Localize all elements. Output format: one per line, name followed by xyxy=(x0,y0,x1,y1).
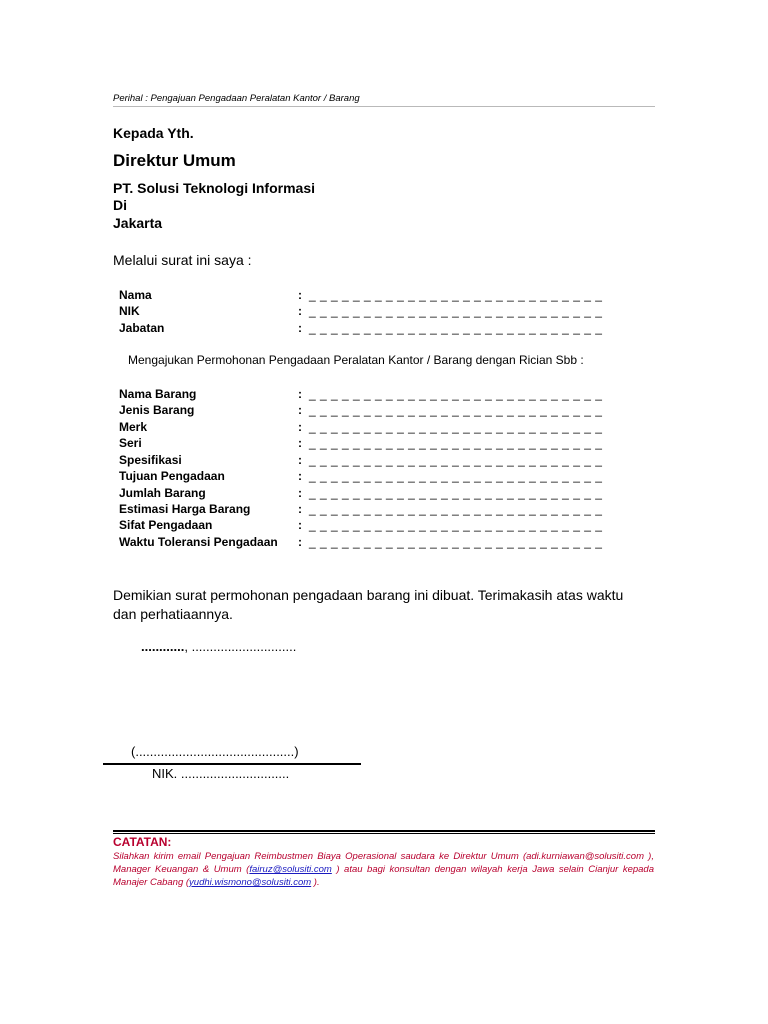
note-text-part: Silahkan kirim email Pengajuan Reimbustmen Biaya Operasional saudara ke Direktur Umum (adi.kurniawan@solusiti.com ), Manager Keuangan & Umum ( xyxy=(113,851,654,875)
note-text-part: ). xyxy=(311,877,320,888)
field-label: Waktu Toleransi Pengadaan xyxy=(119,535,278,549)
field-label: Merk xyxy=(119,420,148,434)
signature-name-blank: (............................................) xyxy=(131,744,299,759)
blank-line[interactable]: _ _ _ _ _ _ _ _ _ _ _ _ _ _ _ _ _ _ _ _ _ _ _ _ _ _ _ xyxy=(309,535,603,549)
note-title: CATATAN: xyxy=(113,835,172,849)
field-label: Tujuan Pengadaan xyxy=(119,469,225,483)
field-colon: : xyxy=(298,304,302,318)
field-label: Estimasi Harga Barang xyxy=(119,502,251,516)
field-colon: : xyxy=(298,403,302,417)
field-colon: : xyxy=(298,420,302,434)
field-colon: : xyxy=(298,387,302,401)
blank-line[interactable]: _ _ _ _ _ _ _ _ _ _ _ _ _ _ _ _ _ _ _ _ _ _ _ _ _ _ _ xyxy=(309,403,603,417)
field-colon: : xyxy=(298,486,302,500)
email-link-fairuz[interactable]: fairuz@solusiti.com xyxy=(249,864,332,875)
field-label: NIK xyxy=(119,304,140,318)
recipient-city: Jakarta xyxy=(113,215,163,231)
place-blank: ............ xyxy=(141,639,185,654)
field-colon: : xyxy=(298,453,302,467)
place-date-separator: , xyxy=(184,639,188,654)
note-text-part: ) atau bagi konsultan dengan wilayah kerja Jawa selain Cianjur kepada Manajer Cabang ( xyxy=(113,864,654,888)
field-colon: : xyxy=(298,469,302,483)
field-colon: : xyxy=(298,535,302,549)
recipient-company: PT. Solusi Teknologi Informasi xyxy=(113,180,315,196)
blank-line[interactable]: _ _ _ _ _ _ _ _ _ _ _ _ _ _ _ _ _ _ _ _ _ _ _ _ _ _ _ xyxy=(309,321,603,335)
blank-line[interactable]: _ _ _ _ _ _ _ _ _ _ _ _ _ _ _ _ _ _ _ _ _ _ _ _ _ _ _ xyxy=(309,486,603,500)
place-date-line xyxy=(141,639,296,654)
blank-line[interactable]: _ _ _ _ _ _ _ _ _ _ _ _ _ _ _ _ _ _ _ _ _ _ _ _ _ _ _ xyxy=(309,387,603,401)
field-colon: : xyxy=(298,288,302,302)
field-label: Sifat Pengadaan xyxy=(119,518,213,532)
field-label: Nama Barang xyxy=(119,387,197,401)
field-colon: : xyxy=(298,436,302,450)
field-label: Nama xyxy=(119,288,152,302)
field-label: Jabatan xyxy=(119,321,165,335)
salutation: Kepada Yth. xyxy=(113,125,194,141)
blank-line[interactable]: _ _ _ _ _ _ _ _ _ _ _ _ _ _ _ _ _ _ _ _ _ _ _ _ _ _ _ xyxy=(309,420,603,434)
signature-line xyxy=(103,763,361,765)
note-text xyxy=(113,850,654,889)
field-label: Spesifikasi xyxy=(119,453,182,467)
blank-line[interactable]: _ _ _ _ _ _ _ _ _ _ _ _ _ _ _ _ _ _ _ _ _ _ _ _ _ _ _ xyxy=(309,502,603,516)
recipient-di: Di xyxy=(113,197,127,213)
blank-line[interactable]: _ _ _ _ _ _ _ _ _ _ _ _ _ _ _ _ _ _ _ _ _ _ _ _ _ _ _ xyxy=(309,304,603,318)
closing-paragraph: Demikian surat permohonan pengadaan barang ini dibuat. Terimakasih atas waktu dan perhatiaannya. xyxy=(113,587,624,622)
date-blank: ............................. xyxy=(187,639,297,654)
field-label: Jumlah Barang xyxy=(119,486,206,500)
intro-text: Melalui surat ini saya : xyxy=(113,252,252,268)
field-colon: : xyxy=(298,502,302,516)
request-intro: Mengajukan Permohonan Pengadaan Peralatan Kantor / Barang dengan Rician Sbb : xyxy=(128,353,584,367)
field-label: Jenis Barang xyxy=(119,403,195,417)
blank-line[interactable]: _ _ _ _ _ _ _ _ _ _ _ _ _ _ _ _ _ _ _ _ _ _ _ _ _ _ _ xyxy=(309,453,603,467)
blank-line[interactable]: _ _ _ _ _ _ _ _ _ _ _ _ _ _ _ _ _ _ _ _ _ _ _ _ _ _ _ xyxy=(309,518,603,532)
signature-nik: NIK. .............................. xyxy=(152,766,290,781)
email-link-yudhi[interactable]: yudhi.wismono@solusiti.com xyxy=(189,877,312,888)
blank-line[interactable]: _ _ _ _ _ _ _ _ _ _ _ _ _ _ _ _ _ _ _ _ _ _ _ _ _ _ _ xyxy=(309,436,603,450)
subject-line: Perihal : Pengajuan Pengadaan Peralatan Kantor / Barang xyxy=(113,93,655,107)
field-colon: : xyxy=(298,321,302,335)
field-label: Seri xyxy=(119,436,142,450)
field-colon: : xyxy=(298,518,302,532)
blank-line[interactable]: _ _ _ _ _ _ _ _ _ _ _ _ _ _ _ _ _ _ _ _ _ _ _ _ _ _ _ xyxy=(309,469,603,483)
recipient-title: Direktur Umum xyxy=(113,151,236,170)
note-divider xyxy=(113,830,655,834)
blank-line[interactable]: _ _ _ _ _ _ _ _ _ _ _ _ _ _ _ _ _ _ _ _ _ _ _ _ _ _ _ xyxy=(309,288,603,302)
